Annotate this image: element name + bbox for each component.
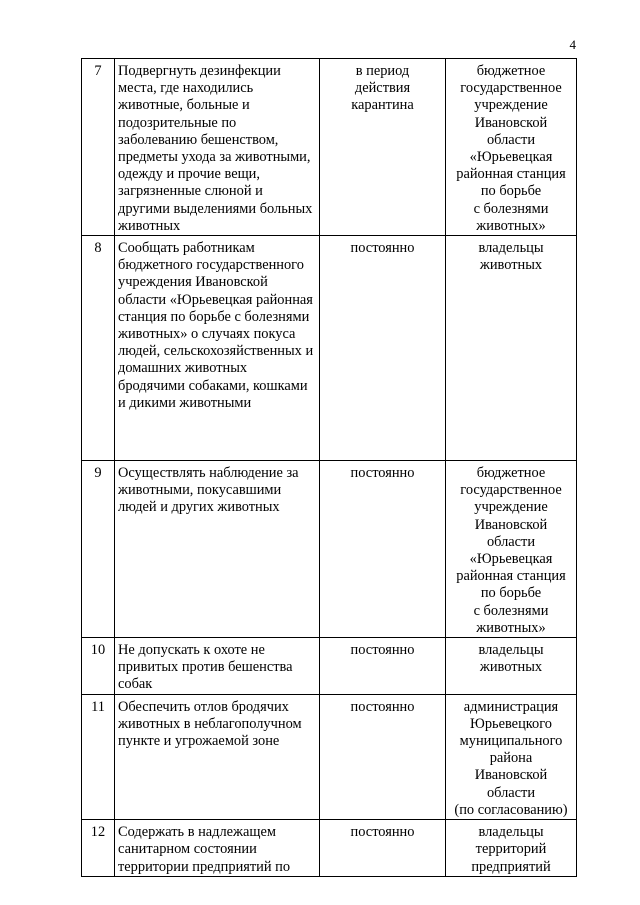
responsible-cell: владельцы территорий предприятий bbox=[446, 820, 577, 877]
action-cell: Содержать в надлежащем санитарном состоянии территории предприятий по bbox=[115, 820, 320, 877]
row-number: 9 bbox=[82, 461, 115, 638]
term-cell: постоянно bbox=[320, 638, 446, 695]
responsible-cell: администрация Юрьевецкого муниципального района Ивановской области (по согласованию) bbox=[446, 694, 577, 819]
measures-table bbox=[81, 58, 577, 877]
action-cell: Осуществлять наблюдение за животными, покусавшими людей и других животных bbox=[115, 461, 320, 638]
table-row bbox=[82, 59, 577, 236]
term-cell: постоянно bbox=[320, 694, 446, 819]
term-cell: в период действия карантина bbox=[320, 59, 446, 236]
row-number: 11 bbox=[82, 694, 115, 819]
table-row bbox=[82, 694, 577, 819]
row-number: 10 bbox=[82, 638, 115, 695]
table-row bbox=[82, 820, 577, 877]
row-number: 8 bbox=[82, 236, 115, 461]
row-number: 7 bbox=[82, 59, 115, 236]
responsible-cell: владельцы животных bbox=[446, 638, 577, 695]
term-cell: постоянно bbox=[320, 461, 446, 638]
responsible-cell: бюджетное государственное учреждение Ивановской области «Юрьевецкая районная станция по борьбе с болезнями животных» bbox=[446, 461, 577, 638]
action-cell: Обеспечить отлов бродячих животных в неблагополучном пункте и угрожаемой зоне bbox=[115, 694, 320, 819]
table-row bbox=[82, 638, 577, 695]
table-row bbox=[82, 236, 577, 461]
action-cell: Подвергнуть дезинфекции места, где находились животные, больные и подозрительные по заболеванию бешенством, предметы ухода за животными, одежду и прочие вещи, загрязненные слюной и другими выделениями больных животных bbox=[115, 59, 320, 236]
responsible-cell: владельцы животных bbox=[446, 236, 577, 461]
page-number: 4 bbox=[569, 37, 576, 52]
row-number: 12 bbox=[82, 820, 115, 877]
action-cell: Сообщать работникам бюджетного государственного учреждения Ивановской области «Юрьевецкая районная станция по борьбе с болезнями животных» о случаях покуса людей, сельскохозяйственных и домашних животных бродячими собаками, кошками и дикими животными bbox=[115, 236, 320, 461]
term-cell: постоянно bbox=[320, 820, 446, 877]
table-row bbox=[82, 461, 577, 638]
term-cell: постоянно bbox=[320, 236, 446, 461]
responsible-cell: бюджетное государственное учреждение Ивановской области «Юрьевецкая районная станция по борьбе с болезнями животных» bbox=[446, 59, 577, 236]
action-cell: Не допускать к охоте не привитых против бешенства собак bbox=[115, 638, 320, 695]
